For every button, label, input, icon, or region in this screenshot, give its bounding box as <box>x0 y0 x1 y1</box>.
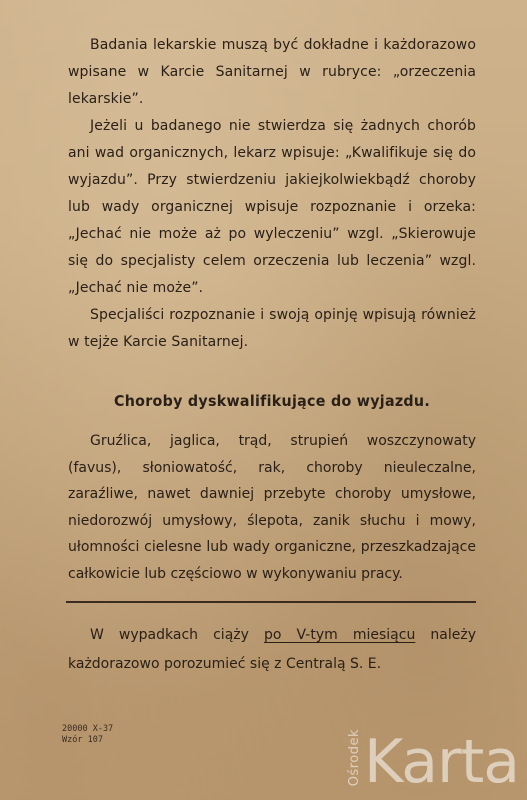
watermark-logo <box>346 727 519 797</box>
section-title-disqualifying-diseases: Choroby dyskwalifikujące do wyjazdu. <box>113 392 431 410</box>
paragraph-specialists: Specjaliści rozpoznanie i swoją opinję wpisują również w tejże Karcie Sanitarnej. <box>68 307 476 350</box>
paragraph-pregnancy-note <box>68 621 476 679</box>
paragraph-medical-exams: Badania lekarskie muszą być dokładne i każdorazowo wpisane w Karcie Sanitarnej w rubryce: „orzeczenia lekarskie”. <box>68 37 476 107</box>
pregnancy-note-before: W wypadkach ciąży <box>90 627 264 643</box>
horizontal-divider <box>66 601 476 603</box>
watermark-side-text: Ośrodek <box>346 728 362 786</box>
pregnancy-note-after: należy każdorazowo porozumieć się z Centralą S. E. <box>68 627 477 672</box>
paragraph-disease-list: Gruźlica, jaglica, trąd, strupień woszczynowaty (favus), słoniowatość, rak, choroby nieuleczalne, zaraźliwe, nawet dawniej przebyte choroby umysłowe, niedorozwój umysłowy, ślepota, zanik słuchu i mowy, ułomności cielesne lub wady organiczne, przeszkadzające całkowicie lub częściowo w wykonywaniu pracy. <box>68 433 476 582</box>
document-body <box>68 32 476 679</box>
imprint-line-2: Wzór 107 <box>62 735 103 745</box>
imprint-line-1: 20000 X-37 <box>62 724 114 734</box>
watermark-main-text: Karta <box>363 727 519 797</box>
pregnancy-note-underlined: po V-tym miesiącu <box>264 627 416 643</box>
printer-imprint <box>62 724 113 746</box>
paragraph-qualification: Jeżeli u badanego nie stwierdza się żadnych chorób ani wad organicznych, lekarz wpisuje: „Kwalifikuje się do wyjazdu”. Przy stwierdzeniu jakiejkolwiekbądź choroby lub wady organicznej wpisuje rozpoznanie i orzeka: „Jechać nie może aż po wyleczeniu” wzgl. „Skierowuje się do specjalisty celem orzeczenia lub leczenia” wzgl. „Jechać nie może”. <box>68 118 476 296</box>
